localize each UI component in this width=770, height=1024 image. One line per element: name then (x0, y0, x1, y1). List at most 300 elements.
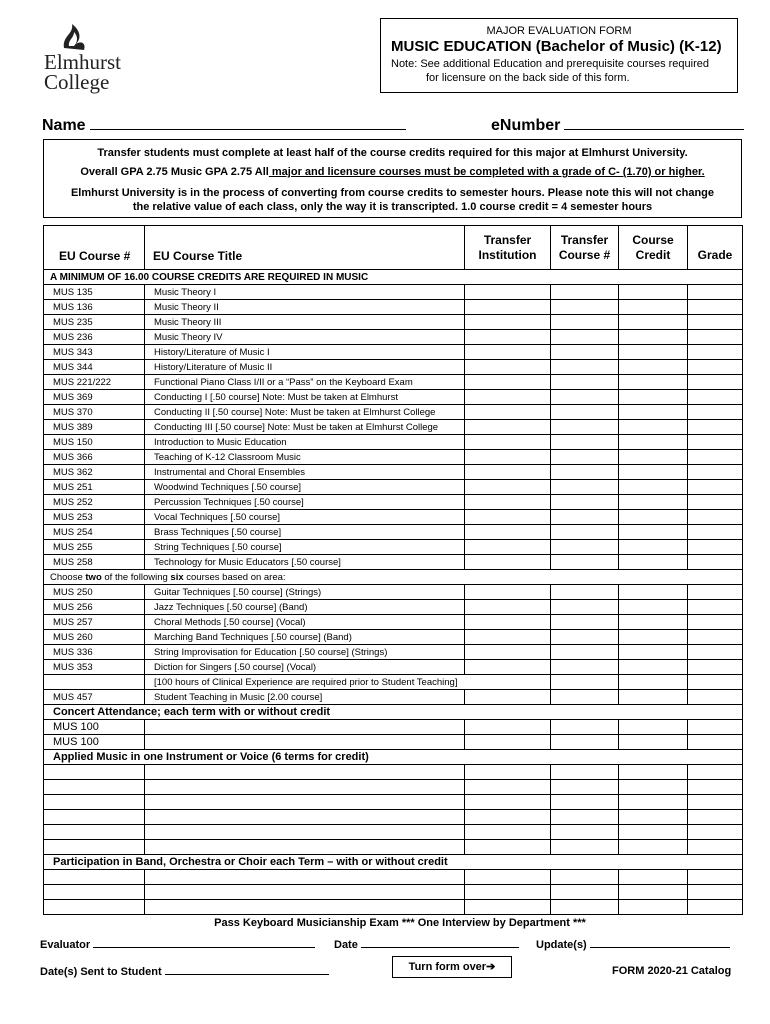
entry-cell[interactable] (688, 585, 743, 600)
course-row (44, 465, 743, 480)
entry-cell[interactable] (619, 510, 688, 525)
entry-cell[interactable] (619, 645, 688, 660)
course-title: Student Teaching in Music [2.00 course] (145, 690, 465, 705)
course-number: MUS 221/222 (44, 375, 145, 390)
entry-cell[interactable] (551, 735, 619, 750)
course-number: MUS 100 (44, 735, 145, 750)
entry-cell[interactable] (688, 825, 743, 840)
updates-input-line[interactable] (590, 938, 730, 948)
entry-cell[interactable] (688, 870, 743, 885)
course-number: MUS 251 (44, 480, 145, 495)
entry-cell[interactable] (688, 450, 743, 465)
elective-row (44, 645, 743, 660)
entry-cell[interactable] (44, 810, 145, 825)
info-line-4: the relative value of each class, only the way it is transcripted. 1.0 course credit = 4 semester hours (132, 201, 653, 213)
entry-cell[interactable] (688, 300, 743, 315)
form-catalog-label: FORM 2020-21 Catalog (612, 965, 732, 977)
entry-cell[interactable] (688, 810, 743, 825)
entry-cell[interactable] (44, 900, 145, 915)
entry-cell[interactable] (688, 315, 743, 330)
entry-cell[interactable] (465, 555, 551, 570)
concert-row (44, 720, 743, 735)
applied-music-entry-row (44, 825, 743, 840)
turn-form-over-button[interactable]: Turn form over➔ (392, 956, 512, 978)
entry-cell[interactable] (145, 735, 465, 750)
entry-cell[interactable] (551, 840, 619, 855)
entry-cell[interactable] (688, 555, 743, 570)
entry-cell[interactable] (619, 660, 688, 675)
student-teaching-row (44, 690, 743, 705)
course-title: Marching Band Techniques [.50 course] (Band) (145, 630, 465, 645)
entry-cell[interactable] (551, 315, 619, 330)
entry-cell[interactable] (688, 420, 743, 435)
entry-cell[interactable] (688, 360, 743, 375)
enumber-label: eNumber (491, 117, 561, 134)
entry-cell[interactable] (465, 615, 551, 630)
entry-cell[interactable] (465, 540, 551, 555)
entry-cell[interactable] (551, 525, 619, 540)
course-number: MUS 100 (44, 720, 145, 735)
entry-cell[interactable] (619, 390, 688, 405)
course-number: MUS 135 (44, 285, 145, 300)
entry-cell[interactable] (551, 615, 619, 630)
name-label: Name (42, 117, 86, 134)
entry-cell[interactable] (551, 285, 619, 300)
entry-cell[interactable] (465, 315, 551, 330)
course-number: MUS 252 (44, 495, 145, 510)
course-number: MUS 370 (44, 405, 145, 420)
entry-cell[interactable] (619, 765, 688, 780)
col-eu-course: EU Course # (44, 226, 145, 270)
entry-cell[interactable] (619, 420, 688, 435)
participation-entry-row (44, 900, 743, 915)
elective-row (44, 630, 743, 645)
concert-heading: Concert Attendance; each term with or without credit (44, 705, 743, 720)
entry-cell[interactable] (551, 900, 619, 915)
choose-elective-note: Choose two of the following six courses based on area: (44, 570, 743, 585)
entry-cell[interactable] (619, 735, 688, 750)
entry-cell[interactable] (465, 330, 551, 345)
course-title: Music Theory II (145, 300, 465, 315)
entry-cell[interactable] (619, 720, 688, 735)
entry-cell[interactable] (551, 885, 619, 900)
course-title: Music Theory I (145, 285, 465, 300)
course-row (44, 540, 743, 555)
entry-cell[interactable] (465, 465, 551, 480)
entry-cell[interactable] (44, 885, 145, 900)
updates-field[interactable]: Update(s) (536, 938, 730, 951)
course-table (43, 225, 743, 915)
entry-cell[interactable] (145, 810, 465, 825)
course-number: MUS 336 (44, 645, 145, 660)
entry-cell[interactable] (619, 795, 688, 810)
entry-cell[interactable] (688, 375, 743, 390)
course-number: MUS 362 (44, 465, 145, 480)
form-label: MAJOR EVALUATION FORM (486, 25, 632, 37)
entry-cell[interactable] (551, 825, 619, 840)
entry-cell[interactable] (465, 810, 551, 825)
entry-cell[interactable] (688, 840, 743, 855)
entry-cell[interactable] (465, 690, 551, 705)
entry-cell[interactable] (688, 630, 743, 645)
course-title: Brass Techniques [.50 course] (145, 525, 465, 540)
course-title: Technology for Music Educators [.50 course] (145, 555, 465, 570)
name-input-line[interactable] (90, 116, 406, 130)
sent-input-line[interactable] (165, 965, 329, 975)
course-number: MUS 344 (44, 360, 145, 375)
course-row (44, 315, 743, 330)
col-grade: Grade (688, 226, 743, 270)
entry-cell[interactable] (551, 780, 619, 795)
entry-cell[interactable] (619, 315, 688, 330)
entry-cell[interactable] (465, 765, 551, 780)
entry-cell[interactable] (551, 540, 619, 555)
entry-cell[interactable] (619, 870, 688, 885)
entry-cell[interactable] (465, 870, 551, 885)
entry-cell[interactable] (688, 645, 743, 660)
entry-cell[interactable] (688, 345, 743, 360)
course-number: MUS 258 (44, 555, 145, 570)
logo-text: Elmhurst College (44, 50, 121, 94)
entry-cell[interactable] (465, 630, 551, 645)
entry-cell[interactable] (688, 495, 743, 510)
entry-cell[interactable] (44, 780, 145, 795)
entry-cell[interactable] (551, 690, 619, 705)
applied-music-entry-row (44, 765, 743, 780)
date-input-line[interactable] (361, 938, 519, 948)
entry-cell[interactable] (465, 780, 551, 795)
course-row (44, 525, 743, 540)
entry-cell[interactable] (551, 600, 619, 615)
entry-cell[interactable] (619, 900, 688, 915)
applied-music-heading: Applied Music in one Instrument or Voice (6 terms for credit) (44, 750, 743, 765)
name-field[interactable] (42, 116, 406, 135)
entry-cell[interactable] (619, 885, 688, 900)
pass-keyboard-line: Pass Keyboard Musicianship Exam *** One Interview by Department *** (214, 917, 586, 929)
entry-cell[interactable] (551, 480, 619, 495)
course-row (44, 555, 743, 570)
entry-cell[interactable] (688, 690, 743, 705)
entry-cell[interactable] (619, 555, 688, 570)
entry-cell[interactable] (619, 330, 688, 345)
entry-cell[interactable] (465, 285, 551, 300)
course-number: MUS 254 (44, 525, 145, 540)
entry-cell[interactable] (44, 825, 145, 840)
entry-cell[interactable] (619, 540, 688, 555)
entry-cell[interactable] (465, 645, 551, 660)
entry-cell[interactable] (465, 345, 551, 360)
entry-cell[interactable] (619, 285, 688, 300)
entry-cell[interactable] (688, 330, 743, 345)
entry-cell[interactable] (551, 870, 619, 885)
course-title: Conducting III [.50 course] Note: Must be taken at Elmhurst College (145, 420, 465, 435)
course-title: History/Literature of Music II (145, 360, 465, 375)
entry-cell[interactable] (465, 375, 551, 390)
entry-cell[interactable] (688, 540, 743, 555)
entry-cell[interactable] (688, 660, 743, 675)
entry-cell[interactable] (551, 810, 619, 825)
entry-cell[interactable] (465, 795, 551, 810)
course-number: MUS 366 (44, 450, 145, 465)
entry-cell[interactable] (551, 450, 619, 465)
course-number: MUS 256 (44, 600, 145, 615)
course-number: MUS 389 (44, 420, 145, 435)
course-row (44, 510, 743, 525)
entry-cell[interactable] (145, 870, 465, 885)
participation-heading: Participation in Band, Orchestra or Choir each Term – with or without credit (44, 855, 743, 870)
entry-cell[interactable] (465, 660, 551, 675)
course-number: MUS 253 (44, 510, 145, 525)
entry-cell[interactable] (619, 675, 688, 690)
col-course-credit: Course Credit (619, 226, 688, 270)
entry-cell[interactable] (465, 510, 551, 525)
entry-cell[interactable] (551, 660, 619, 675)
course-number: MUS 150 (44, 435, 145, 450)
course-row (44, 405, 743, 420)
flame-icon (60, 22, 90, 52)
entry-cell[interactable] (44, 870, 145, 885)
course-title: Music Theory IV (145, 330, 465, 345)
entry-cell[interactable] (551, 495, 619, 510)
course-title: Diction for Singers [.50 course] (Vocal) (145, 660, 465, 675)
course-number: MUS 136 (44, 300, 145, 315)
entry-cell[interactable] (619, 375, 688, 390)
entry-cell[interactable] (145, 825, 465, 840)
entry-cell[interactable] (688, 900, 743, 915)
entry-cell[interactable] (619, 435, 688, 450)
entry-cell[interactable] (145, 885, 465, 900)
entry-cell[interactable] (619, 585, 688, 600)
entry-cell[interactable] (688, 525, 743, 540)
participation-heading-row (44, 855, 743, 870)
entry-cell[interactable] (688, 615, 743, 630)
elective-row (44, 660, 743, 675)
course-title: Conducting II [.50 course] Note: Must be taken at Elmhurst College (145, 405, 465, 420)
elective-row (44, 615, 743, 630)
entry-cell[interactable] (619, 525, 688, 540)
course-row (44, 360, 743, 375)
course-row (44, 480, 743, 495)
course-row (44, 390, 743, 405)
entry-cell[interactable] (145, 720, 465, 735)
entry-cell[interactable] (465, 735, 551, 750)
entry-cell[interactable] (688, 435, 743, 450)
entry-cell[interactable] (465, 825, 551, 840)
course-title: History/Literature of Music I (145, 345, 465, 360)
entry-cell[interactable] (688, 675, 743, 690)
entry-cell[interactable] (688, 795, 743, 810)
entry-cell[interactable] (551, 585, 619, 600)
entry-cell[interactable] (145, 900, 465, 915)
concert-row (44, 735, 743, 750)
entry-cell[interactable] (551, 330, 619, 345)
enumber-field[interactable] (491, 116, 744, 135)
empty-cell (44, 675, 145, 690)
table-header-row (44, 226, 743, 270)
entry-cell[interactable] (44, 795, 145, 810)
course-title: Woodwind Techniques [.50 course] (145, 480, 465, 495)
minimum-note: A MINIMUM OF 16.00 COURSE CREDITS ARE REQUIRED IN MUSIC (44, 270, 743, 285)
col-transfer-course: Transfer Course # (551, 226, 619, 270)
course-number: MUS 235 (44, 315, 145, 330)
entry-cell[interactable] (465, 360, 551, 375)
entry-cell[interactable] (551, 300, 619, 315)
course-title: Percussion Techniques [.50 course] (145, 495, 465, 510)
clinical-note: [100 hours of Clinical Experience are required prior to Student Teaching] (145, 675, 551, 690)
course-number: MUS 236 (44, 330, 145, 345)
course-row (44, 300, 743, 315)
participation-entry-row (44, 870, 743, 885)
entry-cell[interactable] (465, 900, 551, 915)
minimum-note-row (44, 270, 743, 285)
entry-cell[interactable] (465, 840, 551, 855)
entry-cell[interactable] (688, 780, 743, 795)
info-line-1: Transfer students must complete at least half of the course credits required for this major at Elmhurst University. (97, 147, 688, 159)
entry-cell[interactable] (551, 435, 619, 450)
entry-cell[interactable] (688, 390, 743, 405)
applied-music-heading-row (44, 750, 743, 765)
entry-cell[interactable] (619, 840, 688, 855)
applied-music-entry-row (44, 840, 743, 855)
entry-cell[interactable] (551, 375, 619, 390)
entry-cell[interactable] (551, 765, 619, 780)
course-row (44, 495, 743, 510)
elective-row (44, 600, 743, 615)
entry-cell[interactable] (619, 810, 688, 825)
entry-cell[interactable] (619, 615, 688, 630)
course-row (44, 330, 743, 345)
entry-cell[interactable] (551, 390, 619, 405)
entry-cell[interactable] (619, 495, 688, 510)
course-title: Conducting I [.50 course] Note: Must be taken at Elmhurst (145, 390, 465, 405)
entry-cell[interactable] (619, 825, 688, 840)
entry-cell[interactable] (465, 600, 551, 615)
entry-cell[interactable] (551, 675, 619, 690)
entry-cell[interactable] (465, 585, 551, 600)
entry-cell[interactable] (551, 465, 619, 480)
course-title: Choral Methods [.50 course] (Vocal) (145, 615, 465, 630)
entry-cell[interactable] (465, 495, 551, 510)
entry-cell[interactable] (619, 600, 688, 615)
entry-cell[interactable] (619, 480, 688, 495)
entry-cell[interactable] (688, 720, 743, 735)
entry-cell[interactable] (145, 795, 465, 810)
entry-cell[interactable] (465, 405, 551, 420)
entry-cell[interactable] (465, 525, 551, 540)
course-number: MUS 353 (44, 660, 145, 675)
entry-cell[interactable] (551, 795, 619, 810)
form-header-box (380, 18, 738, 93)
entry-cell[interactable] (688, 885, 743, 900)
course-number: MUS 343 (44, 345, 145, 360)
participation-entry-row (44, 885, 743, 900)
entry-cell[interactable] (619, 465, 688, 480)
evaluator-input-line[interactable] (93, 938, 315, 948)
entry-cell[interactable] (465, 435, 551, 450)
clinical-note-row (44, 675, 743, 690)
entry-cell[interactable] (465, 720, 551, 735)
entry-cell[interactable] (465, 420, 551, 435)
entry-cell[interactable] (688, 765, 743, 780)
course-title: Guitar Techniques [.50 course] (Strings) (145, 585, 465, 600)
entry-cell[interactable] (688, 735, 743, 750)
entry-cell[interactable] (688, 510, 743, 525)
entry-cell[interactable] (145, 780, 465, 795)
info-line-3: Elmhurst University is in the process of converting from course credits to semester hours. Please note this will not change (70, 187, 715, 199)
entry-cell[interactable] (688, 285, 743, 300)
entry-cell[interactable] (551, 420, 619, 435)
entry-cell[interactable] (688, 465, 743, 480)
course-row (44, 450, 743, 465)
course-title: Jazz Techniques [.50 course] (Band) (145, 600, 465, 615)
entry-cell[interactable] (688, 405, 743, 420)
entry-cell[interactable] (551, 405, 619, 420)
course-number: MUS 250 (44, 585, 145, 600)
entry-cell[interactable] (619, 405, 688, 420)
course-row (44, 420, 743, 435)
elective-row (44, 585, 743, 600)
entry-cell[interactable] (465, 390, 551, 405)
entry-cell[interactable] (619, 345, 688, 360)
entry-cell[interactable] (551, 360, 619, 375)
col-transfer-institution: Transfer Institution (465, 226, 551, 270)
entry-cell[interactable] (551, 555, 619, 570)
form-note: Note: See additional Education and prerequisite courses required for licensure on the back side of this form. (391, 58, 709, 84)
entry-cell[interactable] (44, 840, 145, 855)
entry-cell[interactable] (465, 450, 551, 465)
info-line-2: Overall GPA 2.75 Music GPA 2.75 All major and licensure courses must be completed with a grade of C- (1.70) or higher. (80, 166, 705, 178)
entry-cell[interactable] (688, 600, 743, 615)
concert-heading-row (44, 705, 743, 720)
entry-cell[interactable] (619, 780, 688, 795)
date-field[interactable]: Date (334, 938, 519, 951)
sent-to-student-field[interactable]: Date(s) Sent to Student (40, 965, 329, 978)
course-number: MUS 257 (44, 615, 145, 630)
course-row (44, 435, 743, 450)
choose-elective-note-row (44, 570, 743, 585)
entry-cell[interactable] (465, 480, 551, 495)
applied-music-entry-row (44, 780, 743, 795)
entry-cell[interactable] (551, 630, 619, 645)
course-title: Functional Piano Class I/II or a “Pass” on the Keyboard Exam (145, 375, 465, 390)
entry-cell[interactable] (619, 360, 688, 375)
entry-cell[interactable] (688, 480, 743, 495)
entry-cell[interactable] (145, 765, 465, 780)
entry-cell[interactable] (465, 300, 551, 315)
course-title: String Techniques [.50 course] (145, 540, 465, 555)
course-title: Vocal Techniques [.50 course] (145, 510, 465, 525)
college-logo (36, 22, 146, 94)
entry-cell[interactable] (551, 345, 619, 360)
course-number: MUS 260 (44, 630, 145, 645)
course-title: Teaching of K-12 Classroom Music (145, 450, 465, 465)
entry-cell[interactable] (145, 840, 465, 855)
course-title: Music Theory III (145, 315, 465, 330)
entry-cell[interactable] (619, 300, 688, 315)
entry-cell[interactable] (44, 765, 145, 780)
entry-cell[interactable] (619, 690, 688, 705)
entry-cell[interactable] (619, 630, 688, 645)
evaluator-field[interactable]: Evaluator (40, 938, 315, 951)
entry-cell[interactable] (619, 450, 688, 465)
transfer-info-box (43, 139, 742, 218)
entry-cell[interactable] (465, 885, 551, 900)
entry-cell[interactable] (551, 645, 619, 660)
col-eu-title: EU Course Title (145, 226, 465, 270)
entry-cell[interactable] (551, 720, 619, 735)
entry-cell[interactable] (551, 510, 619, 525)
enumber-input-line[interactable] (564, 116, 744, 130)
